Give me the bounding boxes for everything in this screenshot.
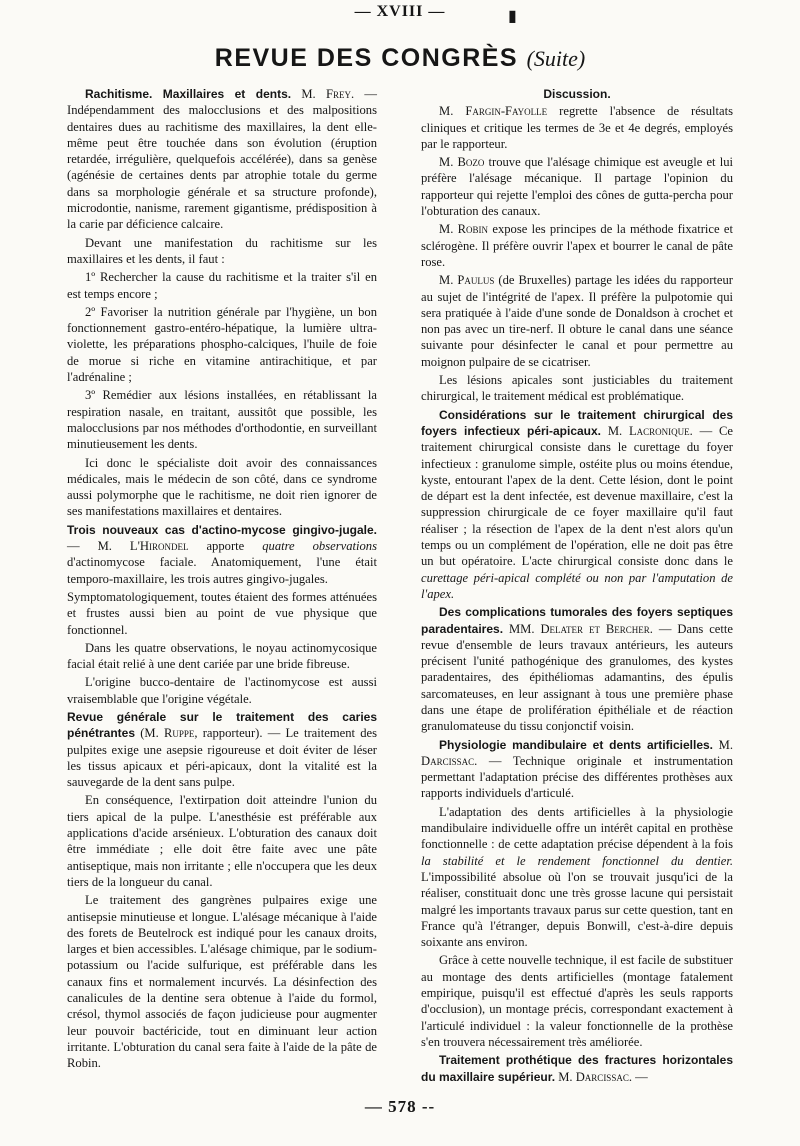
paragraph: Devant une manifestation du rachitisme sur les maxillaires et les dents, il faut : bbox=[67, 235, 377, 266]
paragraph-text: trouve que l'alésage chimique est aveugle et lui préfère l'alésage mécanique. Il partage l'opinion du rapporteur qui rejette l'emploi des cônes de gutta-percha pour l'obturation des canaux. bbox=[421, 155, 733, 219]
paragraph bbox=[421, 604, 733, 734]
paragraph bbox=[421, 272, 733, 370]
paragraph bbox=[421, 804, 733, 951]
right-column bbox=[421, 86, 733, 1087]
page-number: — 578 -- bbox=[364, 1097, 436, 1116]
italic-text: curettage péri-apical complété ou non par l'amputation de l'apex. bbox=[421, 570, 733, 601]
italic-text: la stabilité et le rendement fonctionnel du dentier. bbox=[421, 853, 733, 868]
author-name: M. Darcissac. bbox=[421, 737, 734, 768]
paragraph bbox=[67, 709, 377, 790]
paragraph: Les lésions apicales sont justiciables du traitement chirurgical, le traitement médical est problématique. bbox=[421, 373, 733, 404]
paragraph bbox=[421, 407, 733, 603]
paragraph: Grâce à cette nouvelle technique, il est facile de substituer au montage des dents artificielles (montage fatalement empirique, puisqu'il est effectué d'après les seuls rapports d'occlusion), un montage précis, correspondant exactement à l'articulé individuel : la valeur fonctionnelle de la prothèse s'en trouvera nécessairement très améliorée. bbox=[421, 953, 733, 1049]
paragraph: L'origine bucco-dentaire de l'actinomycose est aussi vraisemblable que l'origine végétale. bbox=[67, 675, 377, 706]
author-name: M. Darcissac. bbox=[558, 1069, 632, 1084]
header-title: REVUE DES CONGRÈS bbox=[214, 44, 519, 72]
paragraph: 3º Remédier aux lésions installées, en rétablissant la respiration nasale, en traitant, aussitôt que possible, les malocclusions par nos méthodes d'orthodontie, en surveillant minutieusement les dents. bbox=[67, 388, 377, 452]
paragraph: Dans les quatre observations, le noyau actinomycosique facial était relié à une dent cariée par une bride fibreuse. bbox=[67, 640, 377, 672]
header-subtitle: (Suite) bbox=[526, 46, 586, 71]
paragraph bbox=[421, 154, 733, 219]
paragraph-text: L'adaptation des dents artificielles à la physiologie mandibulaire individuelle offre un intérêt capital en prothèse fonctionnelle : de cette adaptation précise dépendent à la fois bbox=[421, 804, 733, 852]
author-name: M. Frey. bbox=[301, 87, 355, 101]
paragraph-text: (M. bbox=[135, 726, 164, 741]
paragraph-text: expose les principes de la méthode fixatrice et sclérogène. Il préfère ouvrir l'apex et bourrer le canal de pâte rose. bbox=[421, 222, 733, 269]
paragraph-text: — Ce traitement chirurgical consiste dans le curettage du foyer infectieux : granulome simple, ostéite plus ou moins étendue, kyste, entourant l'apex de la dent. Cette lésion, dont le point de départ est la dent infectée, est devenue maxillaire, c'est la suppression chirurgicale de ce foyer maxillaire qu'il faut réaliser ; la résection de l'apex de la dent n'est alors qu'un temps ou un complément de l'opération, elle ne doit pas être un but opératoire. L'acte chirurgical consiste donc dans le bbox=[421, 423, 733, 569]
paragraph bbox=[421, 1052, 733, 1085]
paragraph: 1º Rechercher la cause du rachitisme et la traiter s'il en est temps encore ; bbox=[67, 270, 377, 301]
paragraph-text: — bbox=[631, 1069, 648, 1084]
paragraph-text: — Dans cette revue d'ensemble de leurs travaux antérieurs, les auteurs précisent l'unité pathogénique des granulomes, des kystes paradentaires, des épithéliomas adamantins, des épulis sarcomateuses, en leur assignant à tous une première phase dans une étape de prolifération épithéliale et de réaction granulomateuse du tissu conjonctif voisin. bbox=[421, 621, 733, 734]
paragraph: Ici donc le spécialiste doit avoir des connaissances médicales, mais le médecin de son côté, dans ce syndrome aussi polymorphe que le rachitisme, ne doit rien ignorer de ses manifestations maxillaires et dentaires. bbox=[67, 455, 377, 519]
paragraph-text: apporte bbox=[188, 539, 263, 554]
paragraph-text: d'actinomycose faciale. Anatomiquement, l'une était temporo-maxillaire, les trois autres gingivo-jugales. bbox=[67, 555, 377, 586]
paragraph-text: L'impossibilité absolue où l'on se trouvait jusqu'ici de la réaliser, constituait donc une très grosse lacune qui persistait malgré les importants travaux parus sur cette question, tant en France qu'à l'étranger, depuis Bonwill, c'est-à-dire depuis soixante ans environ. bbox=[421, 869, 733, 950]
paragraph-text: — M. bbox=[67, 539, 130, 554]
author-name: M. Lacronique. bbox=[607, 423, 693, 438]
paragraph-text: — Technique originale et instrumentation permettant l'adaptation précise des différentes prothèses aux rapports individuels d'articulé. bbox=[421, 753, 733, 801]
author-name: L'Hirondel bbox=[129, 539, 189, 554]
author-name: M. Robin bbox=[439, 222, 489, 237]
discussion-heading: Discussion. bbox=[543, 87, 611, 101]
paragraph-text: (de Bruxelles) partage les idées du rapporteur au sujet de l'intégrité de l'apex. Il préfère la pulpotomie qui sera pratiquée à l'aide d'une sonde de Donaldson à crochet et non pas avec un tire-nerf. Il obture le canal dans une séance suivante pour désinfecter le canal et pour permettre au moignon pulpaire de se cicatriser. bbox=[421, 273, 733, 369]
paragraph: Le traitement des gangrènes pulpaires exige une antisepsie minutieuse et longue. L'alésage mécanique à l'aide des forets de Beutelrock est indiqué pour les canaux droits, larges et bien accessibles. L'alésage chimique, par le sodium-potassium ou l'acide sulfurique, est préférable dans les canaux fins et normalement incurvés. La désinfection des canalicules de la dentine sera obtenue à l'aide du formol, crésol, thymol associés de façon judicieuse pour augmenter leur pouvoir bactéricide, tout en diminuant leur action irritante. L'obturation du canal sera faite à l'aide de la pâte de Robin. bbox=[67, 893, 377, 1071]
section-title: Traitement prothétique des fractures horizontales du maxillaire supérieur. bbox=[421, 1053, 733, 1084]
paragraph bbox=[421, 737, 733, 802]
author-name: M. Fargin-Fayolle bbox=[439, 104, 548, 119]
paragraph: En conséquence, l'extirpation doit atteindre l'union du tiers apical de la pulpe. L'anesthésie est préférable aux applications d'acide arsénieux. L'obturation des canaux doit être immédiate ; elle doit être faite avec une pâte antiseptique, mais non irritante ; elle n'occupera que les deux tiers de la longueur du canal. bbox=[67, 793, 377, 889]
left-column bbox=[67, 86, 377, 1074]
paragraph bbox=[67, 522, 377, 587]
paragraph: 2º Favoriser la nutrition générale par l'hygiène, un bon fonctionnement gastro-entéro-hépatique, la lumière ultra-violette, les préparations phospho-calciques, l'huile de foie de morue si riche en vitamine antirachitique, et par l'adrénaline ; bbox=[67, 304, 377, 385]
section-title: Considérations sur le traitement chirurgical des foyers infectieux péri-apicaux. bbox=[421, 407, 733, 438]
section-title: Rachitisme. Maxillaires et dents. bbox=[85, 87, 292, 101]
paragraph bbox=[421, 103, 733, 152]
author-name: Ruppe bbox=[163, 726, 195, 741]
paragraph-text: regrette l'absence de résultats cliniques et critique les termes de 3e et 4e degrés, employés par le rapporteur. bbox=[421, 104, 733, 151]
author-name: MM. Delater et Bercher. bbox=[503, 621, 653, 636]
paragraph: Symptomatologiquement, toutes étaient des formes atténuées et frustes aussi bien au point de vue physique que fonctionnel. bbox=[67, 589, 377, 637]
page-roman-number: — XVIII — bbox=[354, 3, 446, 20]
section-title: Trois nouveaux cas d'actino-mycose gingivo-jugale. bbox=[67, 522, 377, 537]
margin-mark: ▮ bbox=[508, 8, 517, 25]
paragraph-text: , rapporteur). — Le traitement des pulpites exige une asepsie rigoureuse et doit éviter de léser les tissus apicaux et péri-apicaux, dont la vitalité est la sauvegarde de la dent sans pulpe. bbox=[67, 726, 377, 790]
author-name: M. Bozo bbox=[439, 155, 485, 170]
paragraph bbox=[421, 221, 733, 270]
section-title: Des complications tumorales des foyers septiques paradentaires. bbox=[421, 605, 733, 636]
paragraph bbox=[67, 86, 377, 233]
page-header bbox=[0, 44, 800, 73]
paragraph-text: — Indépendamment des malocclusions et des malpositions dentaires dues au rachitisme des maxillaires, la dent elle-même peut être touchée dans son évolution (éruption retardée, irrégulière, quelquefois accélérée), dans sa genèse (agénésie de certaines dents par atrophie totale du germe dans sa morphologie générale et sa structure profonde), microdontie, nanisme, rarement gigantisme, prédisposition à la carie par déficience calcaire. bbox=[67, 87, 377, 232]
italic-text: quatre observations bbox=[262, 539, 377, 554]
section-title: Revue générale sur le traitement des caries pénétrantes bbox=[67, 709, 377, 741]
author-name: M. Paulus bbox=[439, 273, 495, 288]
section-title: Physiologie mandibulaire et dents artificielles. bbox=[439, 737, 714, 752]
